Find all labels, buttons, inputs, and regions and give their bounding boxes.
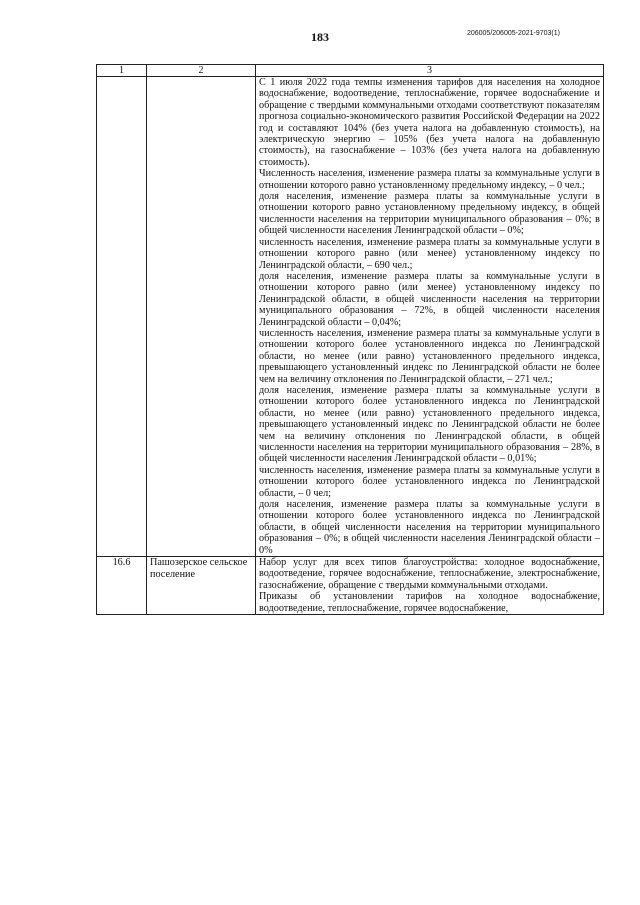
document-id: 206005/206005-2021-9703(1) bbox=[466, 30, 560, 37]
column-header-3: 3 bbox=[256, 65, 604, 77]
document-table bbox=[96, 64, 604, 615]
table-row bbox=[97, 77, 604, 557]
paragraph: численность населения, изменение размера платы за коммунальные услуги в отношении которого более установленного индекса по Ленинградской области, – 0 чел; bbox=[259, 464, 600, 499]
row-content-cell bbox=[256, 77, 604, 557]
paragraph: Набор услуг для всех типов благоустройства: холодное водоснабжение, водоотведение, горячее водоснабжение, теплоснабжение, электроснабжение, газоснабжение, обращение с твердыми коммунальными отходами. bbox=[259, 557, 600, 591]
column-header-2: 2 bbox=[147, 65, 256, 77]
column-number-row bbox=[97, 65, 604, 77]
table-row bbox=[97, 557, 604, 615]
row-name-cell: Пашозерское сельское поселение bbox=[147, 557, 256, 615]
paragraph: Численность населения, изменение размера платы за коммунальные услуги в отношении которого равно установленному предельному индексу, – 0 чел.; bbox=[259, 168, 600, 191]
paragraph: доля населения, изменение размера платы за коммунальные услуги в отношении которого равно установленному предельному индексу, в общей численности населения на территории муниципального образования – 0%; в общей численности населения Ленинградской области – 0%; bbox=[259, 191, 600, 237]
paragraph: численность населения, изменение размера платы за коммунальные услуги в отношении которого более установленного индекса по Ленинградской области, но менее (или равно) установленного предельного индекса, превышающего установленный индекс по Ленинградской области не более чем на величину отклонения по Ленинградской области, – 271 чел.; bbox=[259, 327, 600, 385]
column-header-1: 1 bbox=[97, 65, 147, 77]
row-name-cell bbox=[147, 77, 256, 557]
paragraph: доля населения, изменение размера платы за коммунальные услуги в отношении которого более установленного индекса по Ленинградской области, но менее (или равно) установленного предельного индекса, превышающего установленный индекс по Ленинградской области не более чем на величину отклонения по Ленинградской области, в общей численности населения на территории муниципального образования – 28%, в общей численности населения Ленинградской области – 0,01%; bbox=[259, 384, 600, 465]
row-number-cell bbox=[97, 77, 147, 557]
page-number: 183 bbox=[311, 30, 329, 44]
paragraph: Приказы об установлении тарифов на холодное водоснабжение, водоотведение, теплоснабжение, горячее водоснабжение, bbox=[259, 591, 600, 614]
paragraph: численность населения, изменение размера платы за коммунальные услуги в отношении которого равно (или менее) установленному индексу по Ленинградской области, – 690 чел.; bbox=[259, 236, 600, 271]
row-number-cell: 16.6 bbox=[97, 557, 147, 615]
row-content-cell bbox=[256, 557, 604, 615]
paragraph: доля населения, изменение размера платы за коммунальные услуги в отношении которого равно (или менее) установленному индексу по Ленинградской области, в общей численности населения на территории муниципального образования – 72%, в общей численности населения Ленинградской области – 0,04%; bbox=[259, 270, 600, 328]
paragraph: доля населения, изменение размера платы за коммунальные услуги в отношении которого более установленного индекса по Ленинградской области, в общей численности населения на территории муниципального образования – 0%; в общей численности населения Ленинградской области – 0% bbox=[259, 499, 600, 556]
paragraph: С 1 июля 2022 года темпы изменения тарифов для населения на холодное водоснабжение, водоотведение, теплоснабжение, горячее водоснабжение и обращение с твердыми коммунальными отходами соответствуют показателям прогноза социально-экономического развития Российской Федерации на 2022 год и составляют 104% (без учета налога на добавленную стоимость), на электрическую энергию – 105% (без учета налога на добавленную стоимость), на газоснабжение – 103% (без учета налога на добавленную стоимость). bbox=[259, 77, 600, 168]
